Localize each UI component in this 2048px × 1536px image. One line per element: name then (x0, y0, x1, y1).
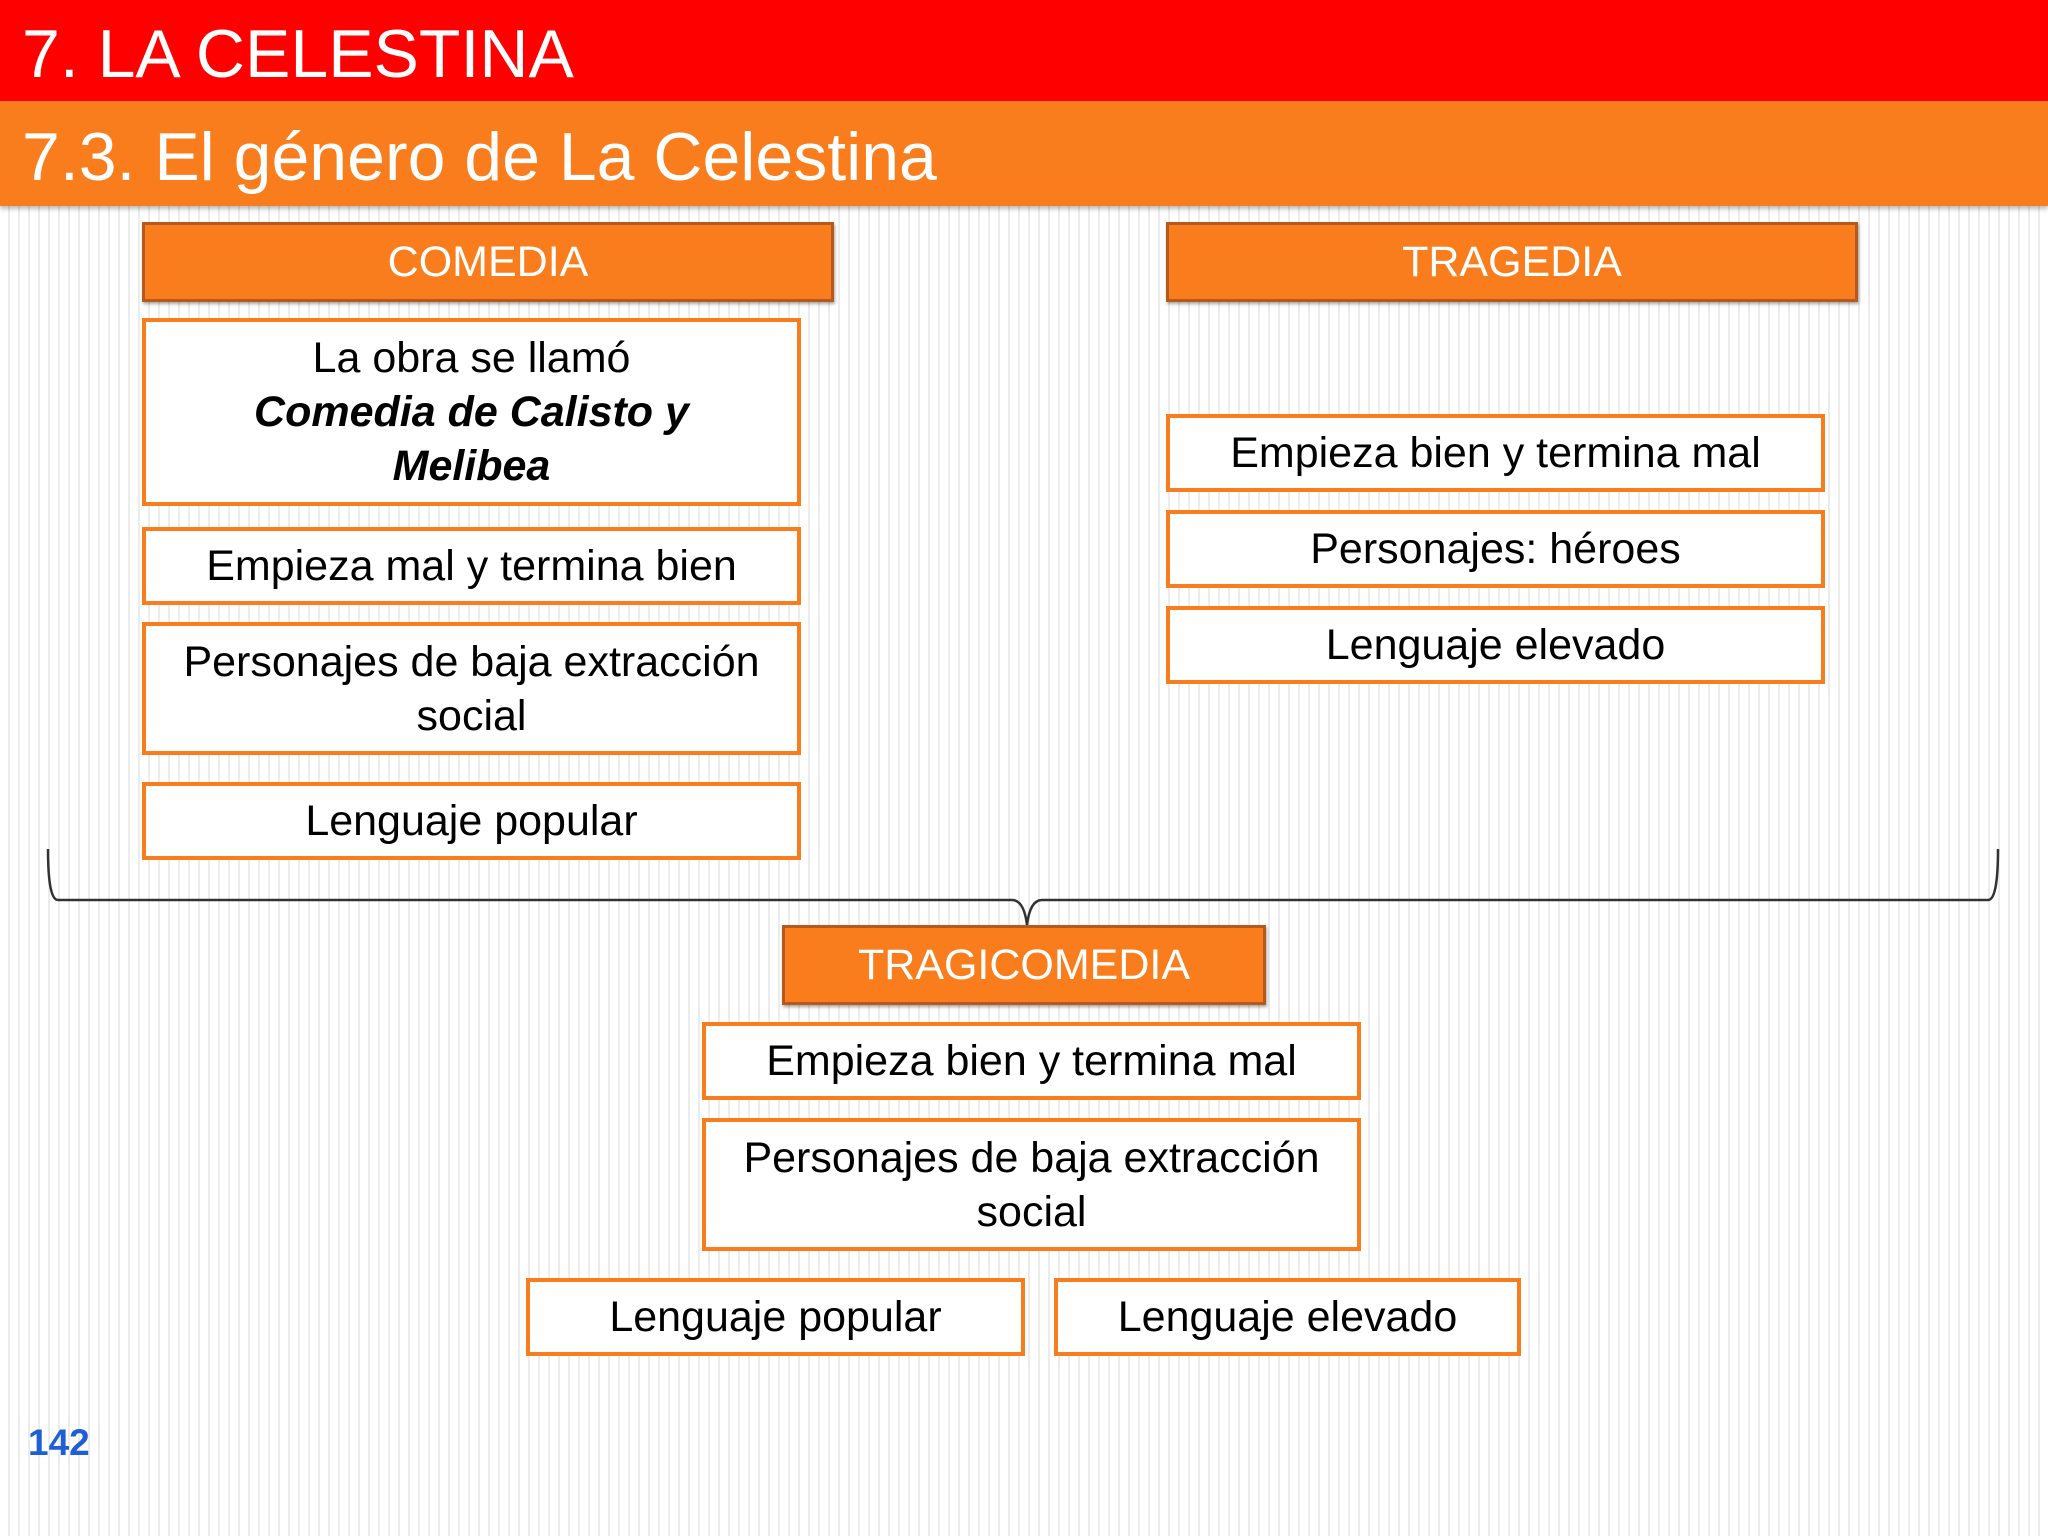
comedia-item-text: Personajes de baja extracción social (183, 637, 760, 740)
brace-path (48, 849, 1998, 925)
tragicomedia-item-text: Lenguaje popular (609, 1293, 942, 1341)
tragedia-header: TRAGEDIA (1166, 222, 1858, 302)
comedia-item-text: Empieza mal y termina bien (206, 542, 737, 590)
tragicomedia-header: TRAGICOMEDIA (782, 925, 1266, 1005)
tragicomedia-item-text: Lenguaje elevado (1117, 1293, 1458, 1341)
comedia-header: COMEDIA (142, 222, 834, 302)
comedia-title-line2: Comedia de Calisto y (254, 388, 689, 436)
tragicomedia-item-2 (702, 1118, 1361, 1251)
slide-subtitle: 7.3. El género de La Celestina (22, 119, 937, 195)
tragedia-item-text: Personajes: héroes (1310, 525, 1681, 573)
page-number: 142 (28, 1422, 90, 1463)
tragedia-item-text: Empieza bien y termina mal (1230, 429, 1761, 477)
slide-title: 7. LA CELESTINA (22, 16, 574, 92)
tragedia-item-text: Lenguaje elevado (1325, 621, 1666, 669)
tragicomedia-item-1 (702, 1022, 1361, 1100)
tragicomedia-item-text: Empieza bien y termina mal (766, 1037, 1297, 1085)
tragicomedia-item-4 (1054, 1278, 1521, 1356)
comedia-title-line3: Melibea (392, 442, 551, 490)
comedia-title-line1: La obra se llamó (312, 334, 631, 382)
tragicomedia-item-text: Personajes de baja extracción social (743, 1133, 1320, 1236)
tragicomedia-item-3 (526, 1278, 1025, 1356)
comedia-item-text: Lenguaje popular (305, 797, 638, 845)
